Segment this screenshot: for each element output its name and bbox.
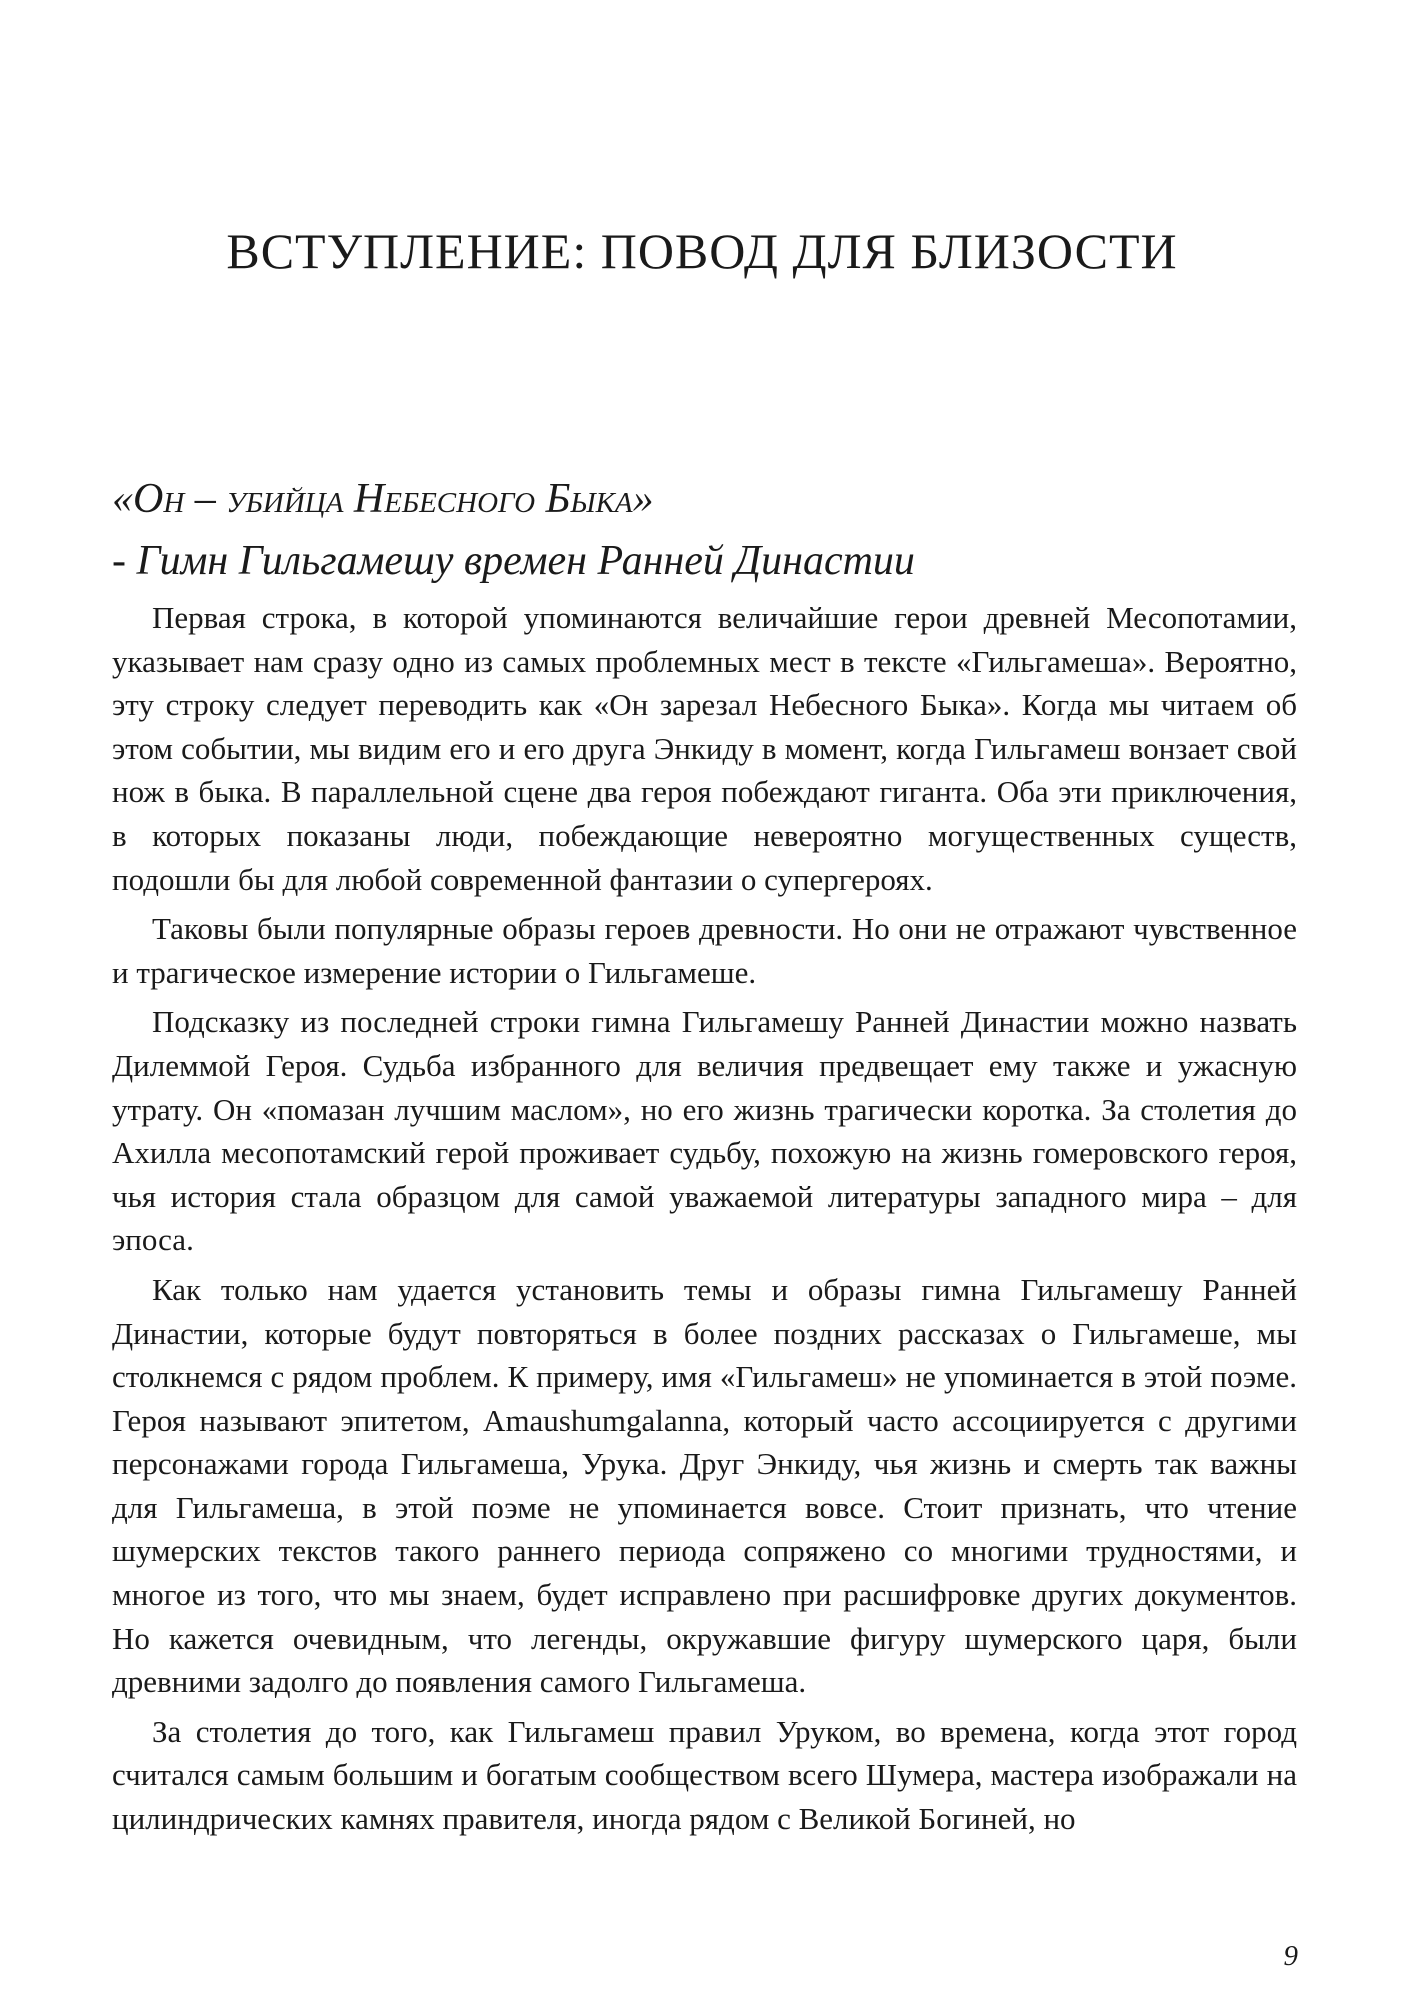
paragraph: Как только нам удается установить темы и образы гимна Гильгамешу Ранней Династии, которые будут повторяться в более поздних рассказах о Гильгамеше, мы столкнемся с рядом проблем. К примеру, имя «Гильгамеш» не упоминается в этой поэме. Героя называют эпитетом, Amaushumgalanna, который часто ассоциируется с другими персонажами города Гильгамеша, Урука. Друг Энкиду, чья жизнь и смерть так важны для Гильгамеша, в этой поэме не упоминается вовсе. Стоит признать, что чтение шумерских текстов такого раннего периода сопряжено со многими трудностями, и многое из того, что мы знаем, будет исправлено при расшифровке других документов. Но кажется очевидным, что легенды, окружавшие фигуру шумерского царя, были древними задолго до появления самого Гильгамеша. (112, 1271, 1297, 1700)
paragraph: За столетия до того, как Гильгамеш правил Уруком, во времена, когда этот город считался самым большим и богатым сообществом всего Шумера, мастера изображали на цилиндрических камнях правителя, иногда рядом с Великой Богиней, но (112, 1713, 1297, 1837)
page-number: 9 (1283, 1940, 1298, 1972)
paragraph: Подсказку из последней строки гимна Гильгамешу Ранней Династии можно назвать Дилеммой Героя. Судьба избранного для величия предвещает ему также и ужасную утрату. Он «помазан лучшим маслом», но его жизнь трагически коротка. За столетия до Ахилла месопотамский герой проживает судьбу, похожую на жизнь гомеровского героя, чья история стала образцом для самой уважаемой литературы западного мира – для эпоса. (112, 1004, 1297, 1258)
paragraph: Таковы были популярные образы героев древности. Но они не отражают чувственное и трагическое измерение истории о Гильгамеше. (112, 911, 1297, 990)
epigraph-source: - Гимн Гильгамешу времен Ранней Династии (112, 538, 915, 584)
body-text (112, 596, 1297, 1847)
epigraph (112, 468, 1302, 592)
paragraph: Первая строка, в которой упоминаются величайшие герои древней Месопотамии, указывает нам сразу одно из самых проблемных мест в тексте «Гильгамеша». Вероятно, эту строку следует переводить как «Он зарезал Небесного Быка». Когда мы читаем об этом событии, мы видим его и его друга Энкиду в момент, когда Гильгамеш вонзает свой нож в быка. В параллельной сцене два героя побеждают гиганта. Оба эти приключения, в которых показаны люди, побеждающие невероятно могущественных существ, подошли бы для любой современной фантазии о супергероях. (112, 600, 1297, 897)
chapter-title: ВСТУПЛЕНИЕ: ПОВОД ДЛЯ БЛИЗОСТИ (226, 223, 1178, 279)
epigraph-quote: «Он – убийца Небесного Быка» (112, 476, 654, 522)
